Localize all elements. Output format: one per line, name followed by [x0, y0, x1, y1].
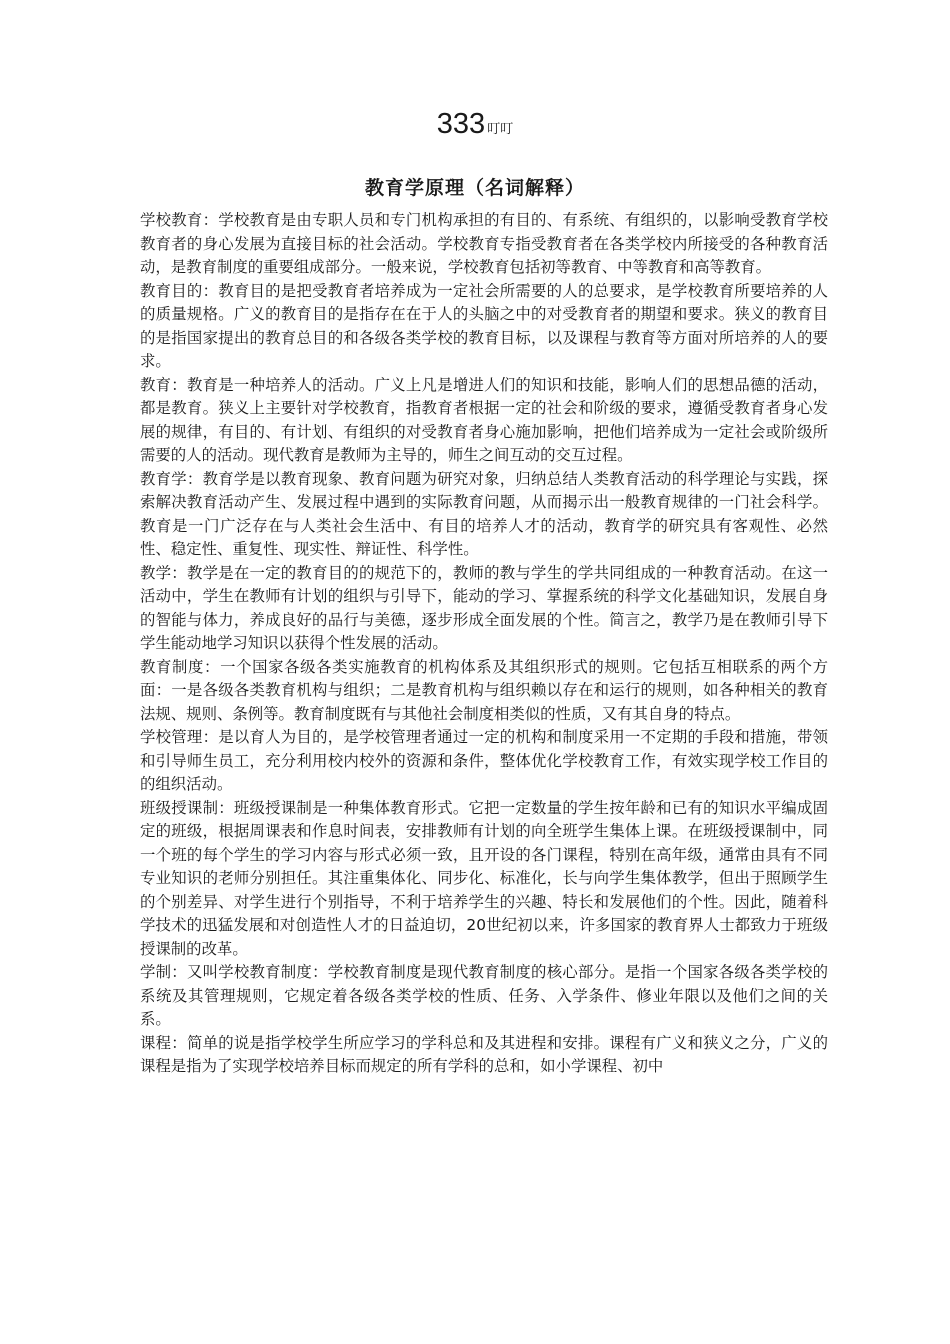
entry-term: 学制：	[140, 963, 187, 981]
entry-text: 教育学是以教育现象、教育问题为研究对象，归纳总结人类教育活动的科学理论与实践，探索解决教育活动产生、发展过程中遇到的实际教育问题，从而揭示出一般教育规律的一门社会科学。教育是一门广泛存在与人类社会生活中、有目的培养人才的活动，教育学的研究具有客观性、必然性、稳定性、重复性、现实性、辩证性、科学性。	[140, 469, 828, 558]
entry-text: 教育目的是把受教育者培养成为一定社会所需要的人的总要求，是学校教育所要培养的人的质量规格。广义的教育目的是指存在在于人的头脑之中的对受教育者的期望和要求。狭义的教育目的是指国家提出的教育总目的和各级各类学校的教育目标，以及课程与教育等方面对所培养的人的要求。	[140, 281, 828, 370]
entry-teaching	[140, 562, 828, 656]
entry-term: 学校管理：	[140, 728, 219, 746]
entry-text: 学校教育是由专职人员和专门机构承担的有目的、有系统、有组织的，以影响受教育学校教育者的身心发展为直接目标的社会活动。学校教育专指受教育者在各类学校内所接受的各种教育活动，是教育制度的重要组成部分。一般来说，学校教育包括初等教育、中等教育和高等教育。	[140, 211, 828, 276]
entry-term: 课程：	[140, 1033, 187, 1052]
entry-text: 班级授课制是一种集体教育形式。它把一定数量的学生按年龄和已有的知识水平编成固定的班级，根据周课表和作息时间表，安排教师有计划的向全班学生集体上课。在班级授课制中，同一个班的每个学生的学习内容与形式必须一致，且开设的各门课程，特别在高年级，通常由具有不同专业知识的老师分别担任。其注重集体化、同步化、标准化，长与向学生集体教学，但出于照顾学生的个别差异、对学生进行个别指导，不利于培养学生的兴趣、特长和发展他们的个性。因此，随着科学技术的迅猛发展和对创造性人才的日益迫切，20世纪初以来，许多国家的教育界人士都致力于班级授课制的改革。	[140, 798, 828, 958]
entry-text: 一个国家各级各类实施教育的机构体系及其组织形式的规则。它包括互相联系的两个方面：一是各级各类教育机构与组织；二是教育机构与组织赖以存在和运行的规则，如各种相关的教育法规、规则、条例等。教育制度既有与其他社会制度相类似的性质，又有其自身的特点。	[140, 657, 828, 723]
header-number: 333	[436, 108, 486, 140]
entry-curriculum	[140, 1032, 828, 1079]
entry-term: 教育制度：	[140, 657, 221, 676]
entry-education-aim	[140, 280, 828, 374]
entry-text: 教学是在一定的教育目的的规范下的，教师的教与学生的学共同组成的一种教育活动。在这一活动中，学生在教师有计划的组织与引导下，能动的学习、掌握系统的科学文化基础知识，发展自身的智能与体力，养成良好的品行与美德，逐步形成全面发展的个性。简言之，教学乃是在教师引导下学生能动地学习知识以获得个性发展的活动。	[140, 563, 828, 652]
entry-term: 教育：	[140, 375, 187, 394]
entry-school-management	[140, 726, 828, 797]
entry-class-teaching-system	[140, 797, 828, 962]
header-suffix: 叮叮	[487, 122, 514, 137]
entry-text: 又叫学校教育制度：学校教育制度是现代教育制度的核心部分。是指一个国家各级各类学校的系统及其管理规则，它规定着各级各类学校的性质、任务、入学条件、修业年限以及他们之间的关系。	[140, 963, 828, 1028]
entry-term: 班级授课制：	[140, 798, 234, 817]
entry-education-system	[140, 656, 828, 727]
entry-school-education	[140, 209, 828, 280]
entry-text: 简单的说是指学校学生所应学习的学科总和及其进程和安排。课程有广义和狭义之分，广义的课程是指为了实现学校培养目标而规定的所有学科的总和，如小学课程、初中	[140, 1033, 828, 1075]
document-title: 教育学原理（名词解释）	[364, 177, 585, 199]
entry-education	[140, 374, 828, 468]
entry-text: 是以育人为目的，是学校管理者通过一定的机构和制度采用一不定期的手段和措施，带领和引导师生员工，充分利用校内校外的资源和条件，整体优化学校教育工作，有效实现学校工作目的的组织活动。	[140, 728, 828, 793]
entry-term: 教学：	[140, 563, 187, 582]
entry-term: 学校教育：	[140, 211, 219, 229]
document-body	[140, 209, 828, 1079]
entry-text: 教育是一种培养人的活动。广义上凡是增进人们的知识和技能，影响人们的思想品德的活动，都是教育。狭义上主要针对学校教育，指教育者根据一定的社会和阶级的要求，遵循受教育者身心发展的规律，有目的、有计划、有组织的对受教育者身心施加影响，把他们培养成为一定社会或阶级所需要的人的活动。现代教育是教师为主导的，师生之间互动的交互过程。	[140, 375, 828, 464]
entry-term: 教育目的：	[140, 281, 219, 300]
entry-term: 教育学：	[140, 469, 203, 488]
page-header	[0, 108, 950, 141]
entry-school-system	[140, 961, 828, 1032]
entry-pedagogy	[140, 468, 828, 562]
